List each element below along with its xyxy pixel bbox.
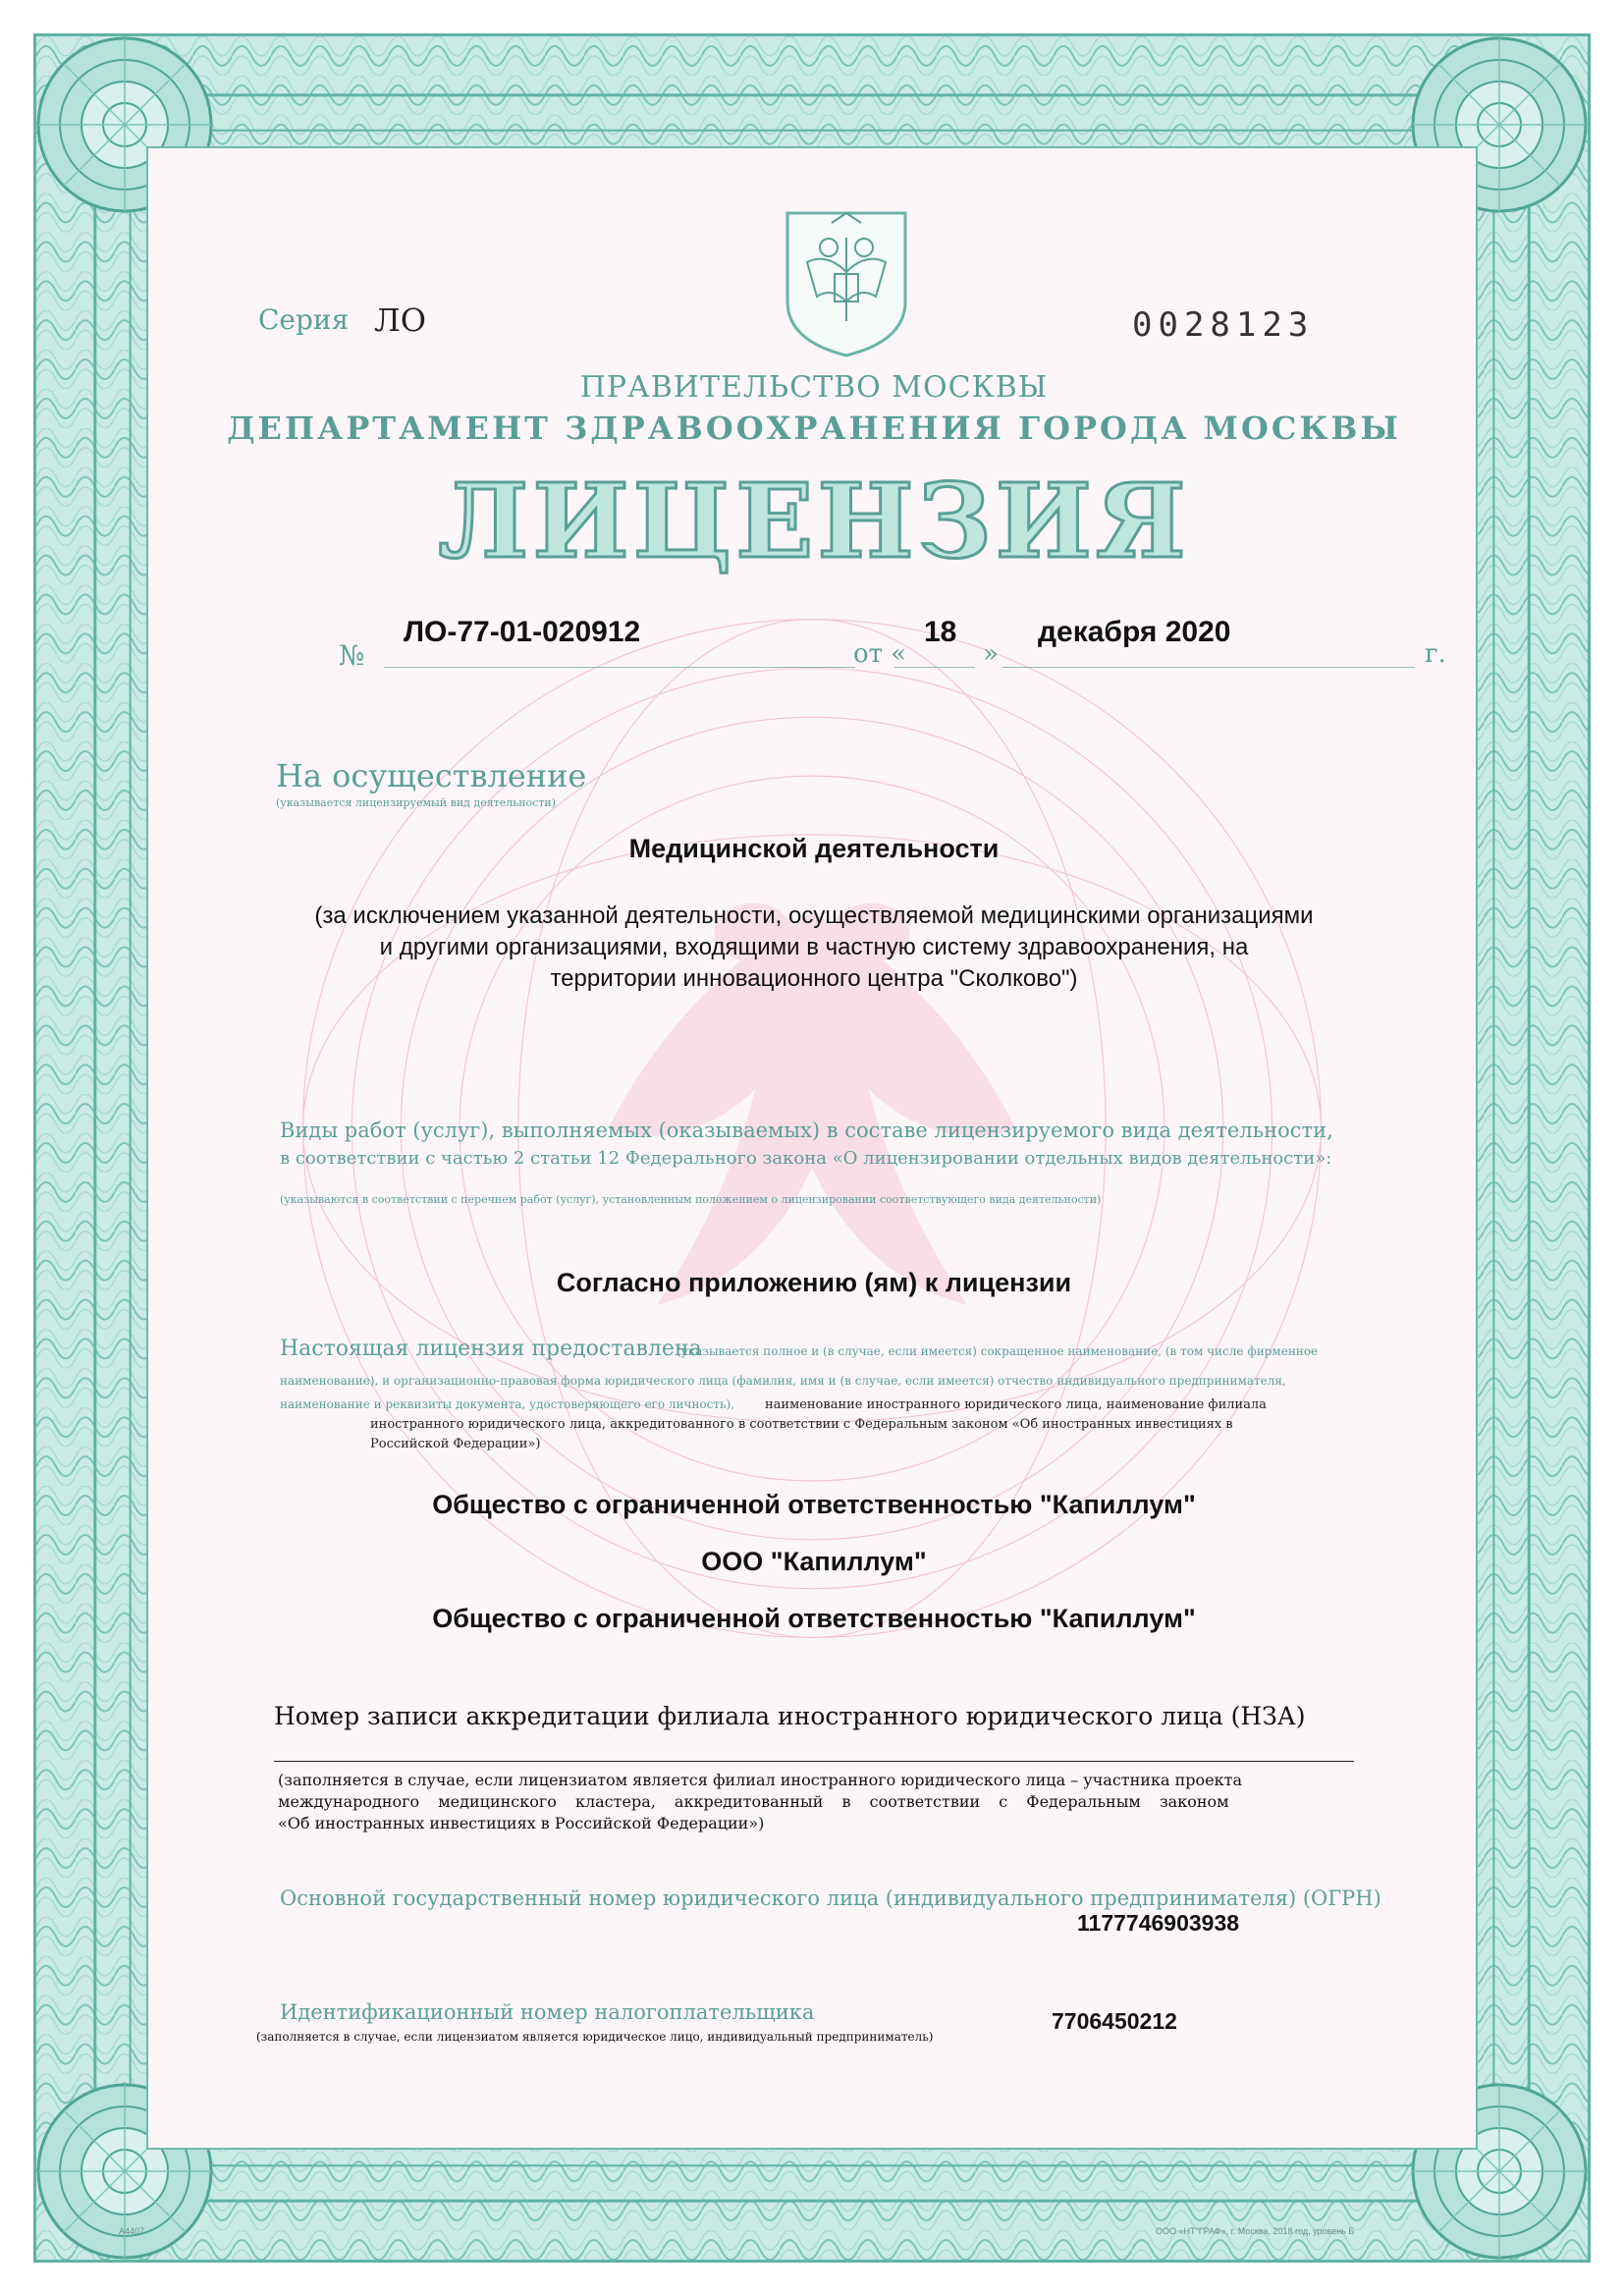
inn-value: 7706450212: [1052, 2008, 1177, 2034]
series-value: ЛО: [374, 301, 426, 339]
activity-note-line-1: (за исключением указанной деятельности, осуществляемой медицинскими организациями: [314, 902, 1314, 929]
activity-hint: (указывается лицензируемый вид деятельности): [276, 796, 557, 809]
licensee-full-name: Общество с ограниченной ответственностью "Капиллум": [432, 1490, 1196, 1519]
nza-hint-line-2: международного медицинского кластера, аккредитованный в соответствии с Федеральным законом: [278, 1792, 1229, 1811]
ogrn-label: Основной государственный номер юридического лица (индивидуального предпринимателя) (ОГРН): [280, 1886, 1381, 1910]
nza-label: Номер записи аккредитации филиала иностранного юридического лица (НЗА): [274, 1702, 1306, 1730]
nza-hint-line-3: «Об иностранных инвестициях в Российской Федерации»): [278, 1814, 765, 1832]
ogrn-value: 1177746903938: [1077, 1910, 1240, 1936]
license-number-label: №: [339, 639, 365, 672]
licensee-hint-line-3a: наименование и реквизиты документа, удостоверяющего его личность),: [280, 1397, 735, 1411]
form-code: А4407: [119, 2226, 145, 2236]
month-underline: [1002, 667, 1415, 668]
printer-imprint: ООО «НТ"ГРАФ», г. Москва, 2018 год, уровень Б: [1156, 2226, 1355, 2236]
activity-label: На осуществление: [276, 757, 587, 794]
licensee-hint-line-2: наименование), и организационно-правовая форма юридического лица (фамилия, имя и (в случае, если имеется) отчество индивидуального предпринимателя,: [280, 1374, 1286, 1388]
works-hint: (указываются в соответствии с перечнем работ (услуг), установленным положением о лицензировании соответствующего вида деятельности): [280, 1193, 1102, 1206]
licensee-hint-line-1: (указывается полное и (в случае, если имеется) сокращенное наименование, (в том числе фирменное: [677, 1344, 1319, 1358]
license-number-underline: [384, 667, 855, 668]
licensee-hint-line-4: иностранного юридического лица, аккредитованного в соответствии с Федеральным законом «Об иностранных инвестициях в: [370, 1417, 1233, 1432]
licensee-short-name: ООО "Капиллум": [701, 1547, 927, 1576]
license-number: ЛО-77-01-020912: [404, 616, 641, 648]
inn-hint: (заполняется в случае, если лицензиатом является юридическое лицо, индивидуальный предприниматель): [256, 2030, 934, 2044]
document-title: ЛИЦЕНЗИЯ: [438, 461, 1190, 581]
day-underline: [894, 667, 975, 668]
works-label-line-1: Виды работ (услуг), выполняемых (оказываемых) в составе лицензируемого вида деятельности,: [280, 1119, 1333, 1142]
date-from-label: от «: [853, 639, 907, 669]
works-value: Согласно приложению (ям) к лицензии: [556, 1268, 1072, 1297]
certificate-frame: [33, 33, 1591, 2263]
date-close-quote: »: [983, 639, 999, 669]
inn-label: Идентификационный номер налогоплательщика: [280, 2000, 815, 2024]
license-day: 18: [924, 616, 957, 648]
series-label: Серия: [258, 303, 350, 336]
licensee-brand-name: Общество с ограниченной ответственностью "Капиллум": [432, 1604, 1196, 1633]
licensee-label: Настоящая лицензия предоставлена: [280, 1337, 702, 1361]
department-name: ДЕПАРТАМЕНТ ЗДРАВООХРАНЕНИЯ ГОРОДА МОСКВЫ: [227, 410, 1401, 447]
licensee-hint-line-3b: наименование иностранного юридического лица, наименование филиала: [765, 1397, 1267, 1412]
activity-note-line-2: и другими организациями, входящими в частную систему здравоохранения, на: [379, 934, 1249, 960]
year-suffix: г.: [1425, 639, 1446, 669]
activity-note-line-3: территории инновационного центра "Сколково"): [550, 965, 1078, 992]
license-month-year: декабря 2020: [1038, 616, 1231, 648]
works-label-line-2: в соответствии с частью 2 статьи 12 Федерального закона «О лицензировании отдельных видов деятельности»:: [280, 1148, 1332, 1169]
coat-of-arms-icon: [778, 203, 915, 360]
government-name: ПРАВИТЕЛЬСТВО МОСКВЫ: [579, 370, 1049, 405]
serial-number: 0028123: [1132, 305, 1315, 345]
nza-underline: [274, 1761, 1354, 1762]
activity-value: Медицинской деятельности: [628, 834, 1000, 863]
licensee-hint-line-5: Российской Федерации»): [370, 1437, 541, 1451]
nza-hint-line-1: (заполняется в случае, если лицензиатом является филиал иностранного юридического лица – участника проекта: [278, 1771, 1242, 1789]
document-body: [146, 146, 1478, 2150]
